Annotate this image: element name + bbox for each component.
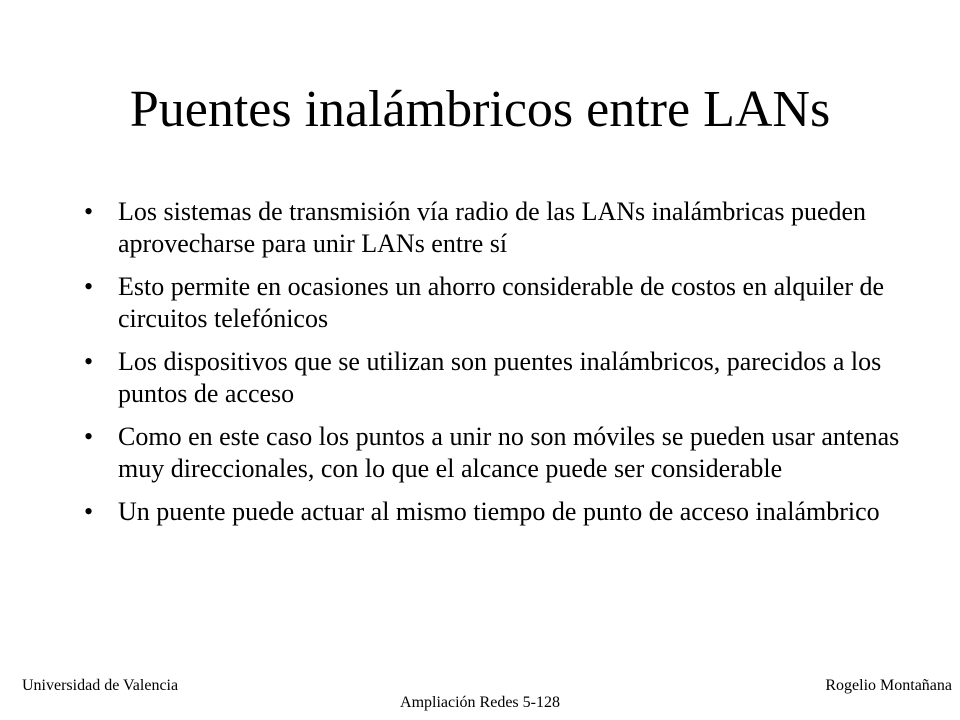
bullet-text: Los sistemas de transmisión vía radio de las LANs inalámbricas pueden aprovecharse para unir LANs entre sí [118,197,867,258]
bullet-text: Como en este caso los puntos a unir no son móviles se pueden usar antenas muy direccionales, con lo que el alcance puede ser considerable [118,422,900,483]
bullet-icon: • [84,422,94,451]
bullet-item [80,346,900,410]
bullet-icon: • [84,272,94,301]
bullet-list [80,196,900,539]
bullet-item [80,196,900,260]
footer-institution: Universidad de Valencia [22,677,179,694]
slide-title: Puentes inalámbricos entre LANs [129,81,831,138]
bullet-icon: • [84,197,94,226]
footer-page-number: Ampliación Redes 5-128 [400,694,560,711]
bullet-item [80,271,900,335]
bullet-text: Un puente puede actuar al mismo tiempo de punto de acceso inalámbrico [118,497,880,526]
footer-author: Rogelio Montañana [825,677,952,694]
bullet-item [80,421,900,485]
bullet-icon: • [84,347,94,376]
bullet-icon: • [84,497,94,526]
bullet-text: Los dispositivos que se utilizan son puentes inalámbricos, parecidos a los puntos de acceso [118,347,882,408]
bullet-item [80,496,900,528]
bullet-text: Esto permite en ocasiones un ahorro considerable de costos en alquiler de circuitos telefónicos [118,272,885,333]
